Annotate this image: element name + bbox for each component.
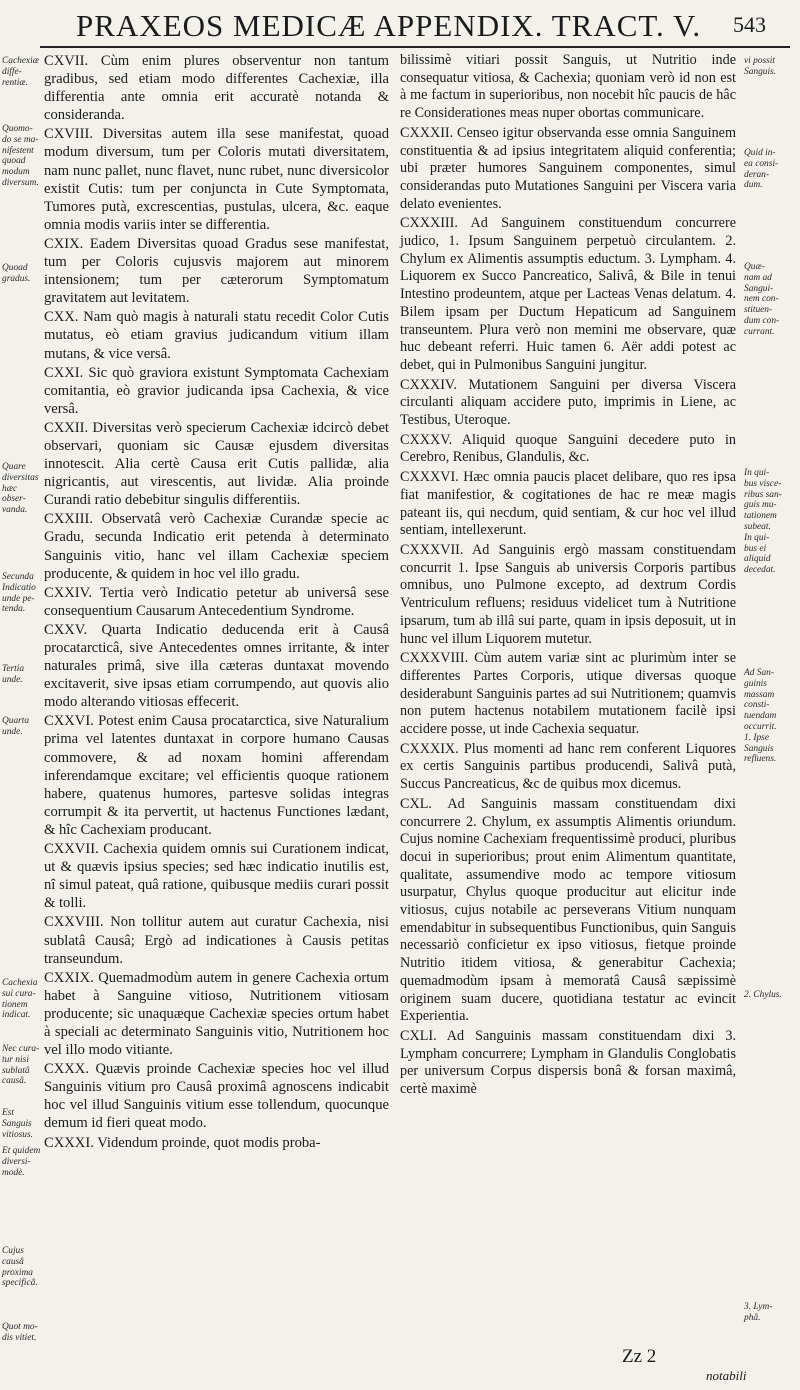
paragraph: CXXXVII. Ad Sanguinis ergò massam constituendam concurrit 1. Ipse Sanguis ab universis Corporis partibus omnibus, uno Pulmone excepto, ad dextrum Cordis Ventriculum refluens; residuus videlicet tum à Nutritione ipsarum, tum ab illâ sui parte, quam in ipsis deposuit, ut in hunc vel illum Liquorem mutetur. [400,541,736,647]
paragraph: CXX. Nam quò magis à naturali statu recedit Color Cutis mutatus, eò etiam gravius judicandum vitium illam mutans, & vice versâ. [44,309,389,362]
paragraph: CXXXIII. Ad Sanguinem constituendum concurrere judico, 1. Ipsum Sanguinem perpetuò circulantem. 2. Chylum ex Alimentis assumptis eductum. 3. Lympham. 4. Liquorem ex Succo Pancreatico, Salivâ, & Bile in tenui Intestino prodeuntem, atque per Lacteas Venas delatum. 4. Bilem ipsam per Ductum Hepaticum ad Sanguinem transeuntem. Plura verò non memini me observare, quæ huc debeant referri. Huic tamen 6. Aër addi potest ac debet, qui in Pulmonibus Sanguini jungitur. [400,215,736,373]
left-text-column [44,52,389,1153]
margin-note: Nec cura- tur nisi sublatâ causâ. [2,1044,40,1087]
paragraph: CXXV. Quarta Indicatio deducenda erit à Causâ procatarcticâ, sive Antecedentes omnes irritante, & inter naturales primâ, sive illa cæteras duntaxat movendo excitaverit, sive ipsas etiam corrumpendo, aut quovis alio modo alterando vitiosas effecerit. [44,621,389,711]
paragraph: CXXVI. Potest enim Causa procatarctica, sive Naturalium prima vel latentes duntaxat in corpore humano Causas commovere, & ad noxam homini afferendam inferendamque excitare; vel efficientis quoque rationem habere, quatenus humores, partesve solidas integras corrumpit & ita pervertit, ut hactenus Functiones lædant, & hîc Cachexiam producant. [44,713,389,838]
paragraph: CXXII. Diversitas verò specierum Cachexiæ idcircò debet observari, quoniam sic Causæ ejusdem diversitas innotescit. Alia certè Causa erit Cutis pallidæ, alia nigricantis, aut virescentis, aut lividæ. Alia proinde Curandi ratio debebitur singulis differentiis. [44,419,389,509]
margin-note: Tertia unde. [2,664,25,685]
margin-note: Quare diversitas hæc obser- vanda. [2,462,39,516]
margin-note: Quot mo- dis vitiet. [2,1322,38,1343]
paragraph: CXL. Ad Sanguinis massam constituendam dixi concurrere 2. Chylum, ex assumptis Alimentis oriundum. Cujus nomine Cachexiam frequentissimè produci, pluribus docui in superioribus; prout enim Alimentum quantitate, qualitate, assumendive modo ac tempore vitiosum usurpatur, Chylus quoque producitur aut elicitur inde vitiosus, cujus notabile ac perseverans Vitium nunquam emendabitur in subsequentibus Functionibus, quin Sanguis necessariò conficietur ex ipso vitiosus, fietque proinde Nutritio itidem vitiosa, & generabitur Cachexia; quemadmodùm ipsam à memoratâ Causâ sæpissimè originem suam ducere, quotidiana testatur ac evincit Experientia. [400,795,736,1025]
margin-note: Quoad gradus. [2,263,31,284]
paragraph: CXXXVIII. Cùm autem variæ sint ac plurimùm inter se differentes Partes Corporis, utique diversas quoque desiderabunt Sanguinis partes ad sui Nutritionem; quamvis non putem hactenus notabilem mutationem facilè ipsi accidere posse, ut inde Cachexia sequatur. [400,650,736,738]
margin-note: Quarta unde. [2,716,30,737]
margin-note: 2. Chylus. [744,990,782,1000]
margin-note: Quomo- do se ma- nifestent quoad modum diversum. [2,124,39,188]
right-text-column [400,52,736,1101]
margin-note: In qui- bus visce- ribus san- guis mu- tationem subeat. In qui- bus ei aliquid decedat. [744,468,782,576]
paragraph: CXXXVI. Hæc omnia paucis placet delibare, quo res ipsa fiat manifestior, & cogitationes de hac re meæ magis pateant iis, qui necdum, quid sentiam, & cur hoc vel illud sentiam, intellexerunt. [400,469,736,539]
paragraph: CXXVII. Cachexia quidem omnis sui Curationem indicat, ut & quævis ipsius species; sed hæc indicatio inutilis est, nî simul pateat, quâ ratione, quibusque mediis curari possit & tolli. [44,841,389,912]
paragraph: CXXIX. Quemadmodùm autem in genere Cachexia ortum habet à Sanguine vitioso, Nutritionem vitiosam producente; sic unaquæque Cachexiæ species ortum habet à speciali ac determinato Sanguinis vitio, Nutritionem hoc vel illo modo vitiante. [44,969,389,1059]
running-title: PRAXEOS MEDICÆ APPENDIX. TRACT. V. [76,8,702,43]
margin-note: 3. Lym- phâ. [744,1302,773,1323]
margin-note: Ad San- guinis massam consti- tuendam occurrit. 1. Ipse Sanguis refluens. [744,668,777,765]
paragraph: CXXVIII. Non tollitur autem aut curatur Cachexia, nisi sublatâ Causâ; Ergò ad indicationes à Causis petitas transeundum. [44,914,389,967]
paragraph: CXLI. Ad Sanguinis massam constituendam dixi 3. Lympham concurrere; Lympham in Glandulis Conglobatis per universum Corpus dispersis bonâ & forsan maximâ, certè maximè [400,1027,736,1098]
margin-note: Quid in- ea consi- deran- dum. [744,148,779,191]
paragraph: CXXXI. Videndum proinde, quot modis proba- [44,1134,321,1151]
paragraph: CXXX. Quævis proinde Cachexiæ species hoc vel illud Sanguinis vitium pro Causâ proximâ agnoscens indicabit hoc vel illud Sanguinis vitium esse tollendum, quocunque demum id fieri queat modo. [44,1061,389,1132]
paragraph: CXXXII. Censeo igitur observanda esse omnia Sanguinem constituentia & ad ipsius integritatem aliquid conferentia; ubi præter humores Sanguinem componentes, simul considerandas puto Mutationes Sanguini per Viscera varia delato evenientes. [400,124,736,212]
paragraph: CXXXIX. Plus momenti ad hanc rem conferent Liquores ex certis Sanguinis partibus producendi, Salivâ putà, Succus Pancreaticus, &c de quibus mox dicemus. [400,740,736,793]
paragraph: CXIX. Eadem Diversitas quoad Gradus sese manifestat, tum per Coloris cujusvis majorem aut minorem intensionem; tum per cæterorum Symptomatum gravitatem aut levitatem. [44,235,389,307]
paragraph: CXVII. Cùm enim plures observentur non tantum gradibus, sed etiam modo differentes Cachexiæ, illa differentia ante omnia erit accuratè notanda & consideranda. [44,53,389,124]
paragraph: CXXIII. Observatâ verò Cachexiæ Curandæ specie ac Gradu, secunda Indicatio erit petenda à determinato Sanguinis vitio, hanc vel illam Cachexiæ speciem producente, & quidem in hoc vel illo gradu. [44,511,389,582]
signature-mark: Zz 2 [622,1346,657,1367]
paragraph: bilissimè vitiari possit Sanguis, ut Nutritio inde consequatur vitiosa, & Cachexia; quoniam verò id non est à me factum in superioribus, non nocebit hîc paucis de hâc re Considerationes meas nuper obortas communicare. [400,52,736,122]
margin-note: Cachexiæ diffe- rentiæ. [2,56,39,88]
paragraph: CXVIII. Diversitas autem illa sese manifestat, quoad modum diversum, tum per Coloris mutati diversitatem, nam nunc pallet, nunc flavet, nunc rubet, nunc diversicolor existit Cutis: tum per conjuncta in Cute Symptomata, Tumores putà, excrescentias, pustulas, ulcera, &c. eaque omnia modis variis inter se differentia. [44,126,389,233]
page-header [40,6,790,48]
margin-note: Secunda Indicatio unde pe- tenda. [2,572,36,615]
paragraph: CXXXV. Aliquid quoque Sanguini decedere puto in Cerebro, Renibus, Glandulis, &c. [400,431,736,466]
margin-note: Et quidem diversi- modè. [2,1146,41,1178]
margin-note: Quæ- nam ad Sangui- nem con- stituen- dum con- currant. [744,262,780,337]
paragraph: CXXI. Sic quò graviora existunt Symptomata Cachexiam comitantia, eò gravior judicanda ipsa Cachexia, & vice versâ. [44,364,389,417]
paragraph: CXXXIV. Mutationem Sanguini per diversa Viscera circulanti aliquam accidere puto, imprimis in Liene, ac Testibus, Uteroque. [400,376,736,429]
margin-note: vi possit Sanguis. [744,56,777,77]
page-number: 543 [733,12,766,37]
catchword: notabili [706,1368,747,1383]
margin-note: Cujus causâ proxima specificâ. [2,1246,38,1289]
margin-note: Cachexia sui cura- tionem indicat. [2,978,38,1021]
paragraph: CXXIV. Tertia verò Indicatio petetur ab universâ sese consequentium Causarum Antecedentium Syndrome. [44,584,389,619]
margin-note: Est Sanguis vitiosus. [2,1108,33,1140]
